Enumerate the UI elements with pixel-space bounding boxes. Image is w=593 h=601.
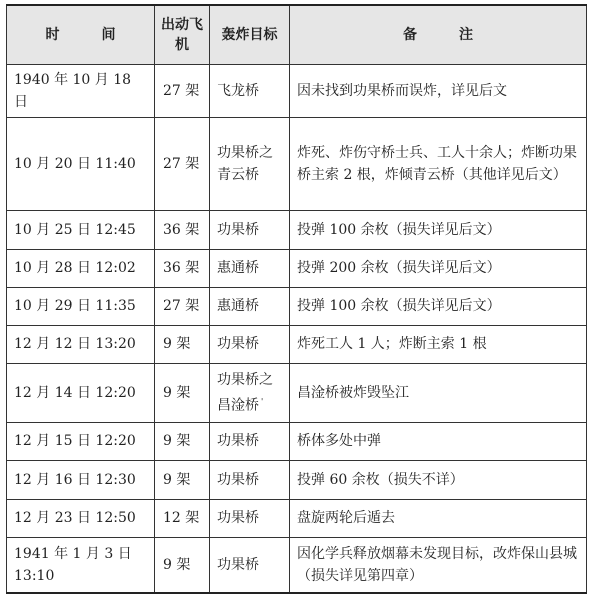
table-header-row [7, 5, 587, 64]
cell-time: 10 月 29 日 11:35 [7, 287, 155, 325]
cell-target: 功果桥 [210, 325, 290, 363]
cell-planes: 9 架 [155, 537, 210, 593]
cell-target: 功果桥 [210, 422, 290, 460]
cell-note: 盘旋两轮后遁去 [290, 499, 587, 537]
cell-planes: 36 架 [155, 249, 210, 287]
cell-planes: 27 架 [155, 287, 210, 325]
table-row [7, 460, 587, 499]
cell-target: 功果桥 [210, 499, 290, 537]
cell-time: 12 月 14 日 12:20 [7, 363, 155, 422]
table-row [7, 325, 587, 363]
header-planes: 出动飞机 [155, 5, 210, 64]
cell-target [210, 363, 290, 422]
cell-time: 10 月 20 日 11:40 [7, 117, 155, 210]
cell-planes: 27 架 [155, 64, 210, 117]
cell-time: 1940 年 10 月 18 日 [7, 64, 155, 117]
cell-note: 昌淦桥被炸毁坠江 [290, 363, 587, 422]
cell-target-text: 功果桥之昌淦桥 [217, 371, 273, 414]
cell-target: 惠通桥 [210, 287, 290, 325]
cell-time: 12 月 15 日 12:20 [7, 422, 155, 460]
cell-time: 1941 年 1 月 3 日 13:10 [7, 537, 155, 593]
cell-planes: 9 架 [155, 363, 210, 422]
header-target: 轰炸目标 [210, 5, 290, 64]
cell-target: 功果桥 [210, 210, 290, 249]
table-row [7, 287, 587, 325]
bombing-record-table [6, 4, 587, 594]
cell-note: 投弹 100 余枚（损失详见后文） [290, 210, 587, 249]
cell-target: 惠通桥 [210, 249, 290, 287]
table-row [7, 422, 587, 460]
cell-note: 桥体多处中弹 [290, 422, 587, 460]
cell-time: 12 月 16 日 12:30 [7, 460, 155, 499]
header-time: 时 间 [7, 5, 155, 64]
cell-note: 投弹 60 余枚（损失不详） [290, 460, 587, 499]
table-row [7, 249, 587, 287]
cell-target: 功果桥 [210, 537, 290, 593]
cell-planes: 9 架 [155, 325, 210, 363]
table-row [7, 117, 587, 210]
header-note: 备 注 [290, 5, 587, 64]
cell-time: 10 月 28 日 12:02 [7, 249, 155, 287]
cell-note: 炸死、炸伤守桥士兵、工人十余人；炸断功果桥主索 2 根，炸倾青云桥（其他详见后文） [290, 117, 587, 210]
cell-time: 12 月 12 日 13:20 [7, 325, 155, 363]
cell-note: 投弹 100 余枚（损失详见后文） [290, 287, 587, 325]
cell-target: 飞龙桥 [210, 64, 290, 117]
cell-note: 投弹 200 余枚（损失详见后文） [290, 249, 587, 287]
table-row [7, 537, 587, 593]
cell-note: 因化学兵释放烟幕未发现目标，改炸保山县城（损失详见第四章） [290, 537, 587, 593]
cell-note: 炸死工人 1 人；炸断主索 1 根 [290, 325, 587, 363]
cell-target: 功果桥 [210, 460, 290, 499]
cell-planes: 9 架 [155, 422, 210, 460]
cell-planes: 12 架 [155, 499, 210, 537]
cell-time: 12 月 23 日 12:50 [7, 499, 155, 537]
cell-planes: 36 架 [155, 210, 210, 249]
table-row [7, 363, 587, 422]
cell-target: 功果桥之青云桥 [210, 117, 290, 210]
cell-note: 因未找到功果桥而误炸，详见后文 [290, 64, 587, 117]
target-mark: ' [261, 396, 264, 406]
table-row [7, 64, 587, 117]
table-row [7, 210, 587, 249]
cell-time: 10 月 25 日 12:45 [7, 210, 155, 249]
table-row [7, 499, 587, 537]
cell-planes: 9 架 [155, 460, 210, 499]
cell-planes: 27 架 [155, 117, 210, 210]
